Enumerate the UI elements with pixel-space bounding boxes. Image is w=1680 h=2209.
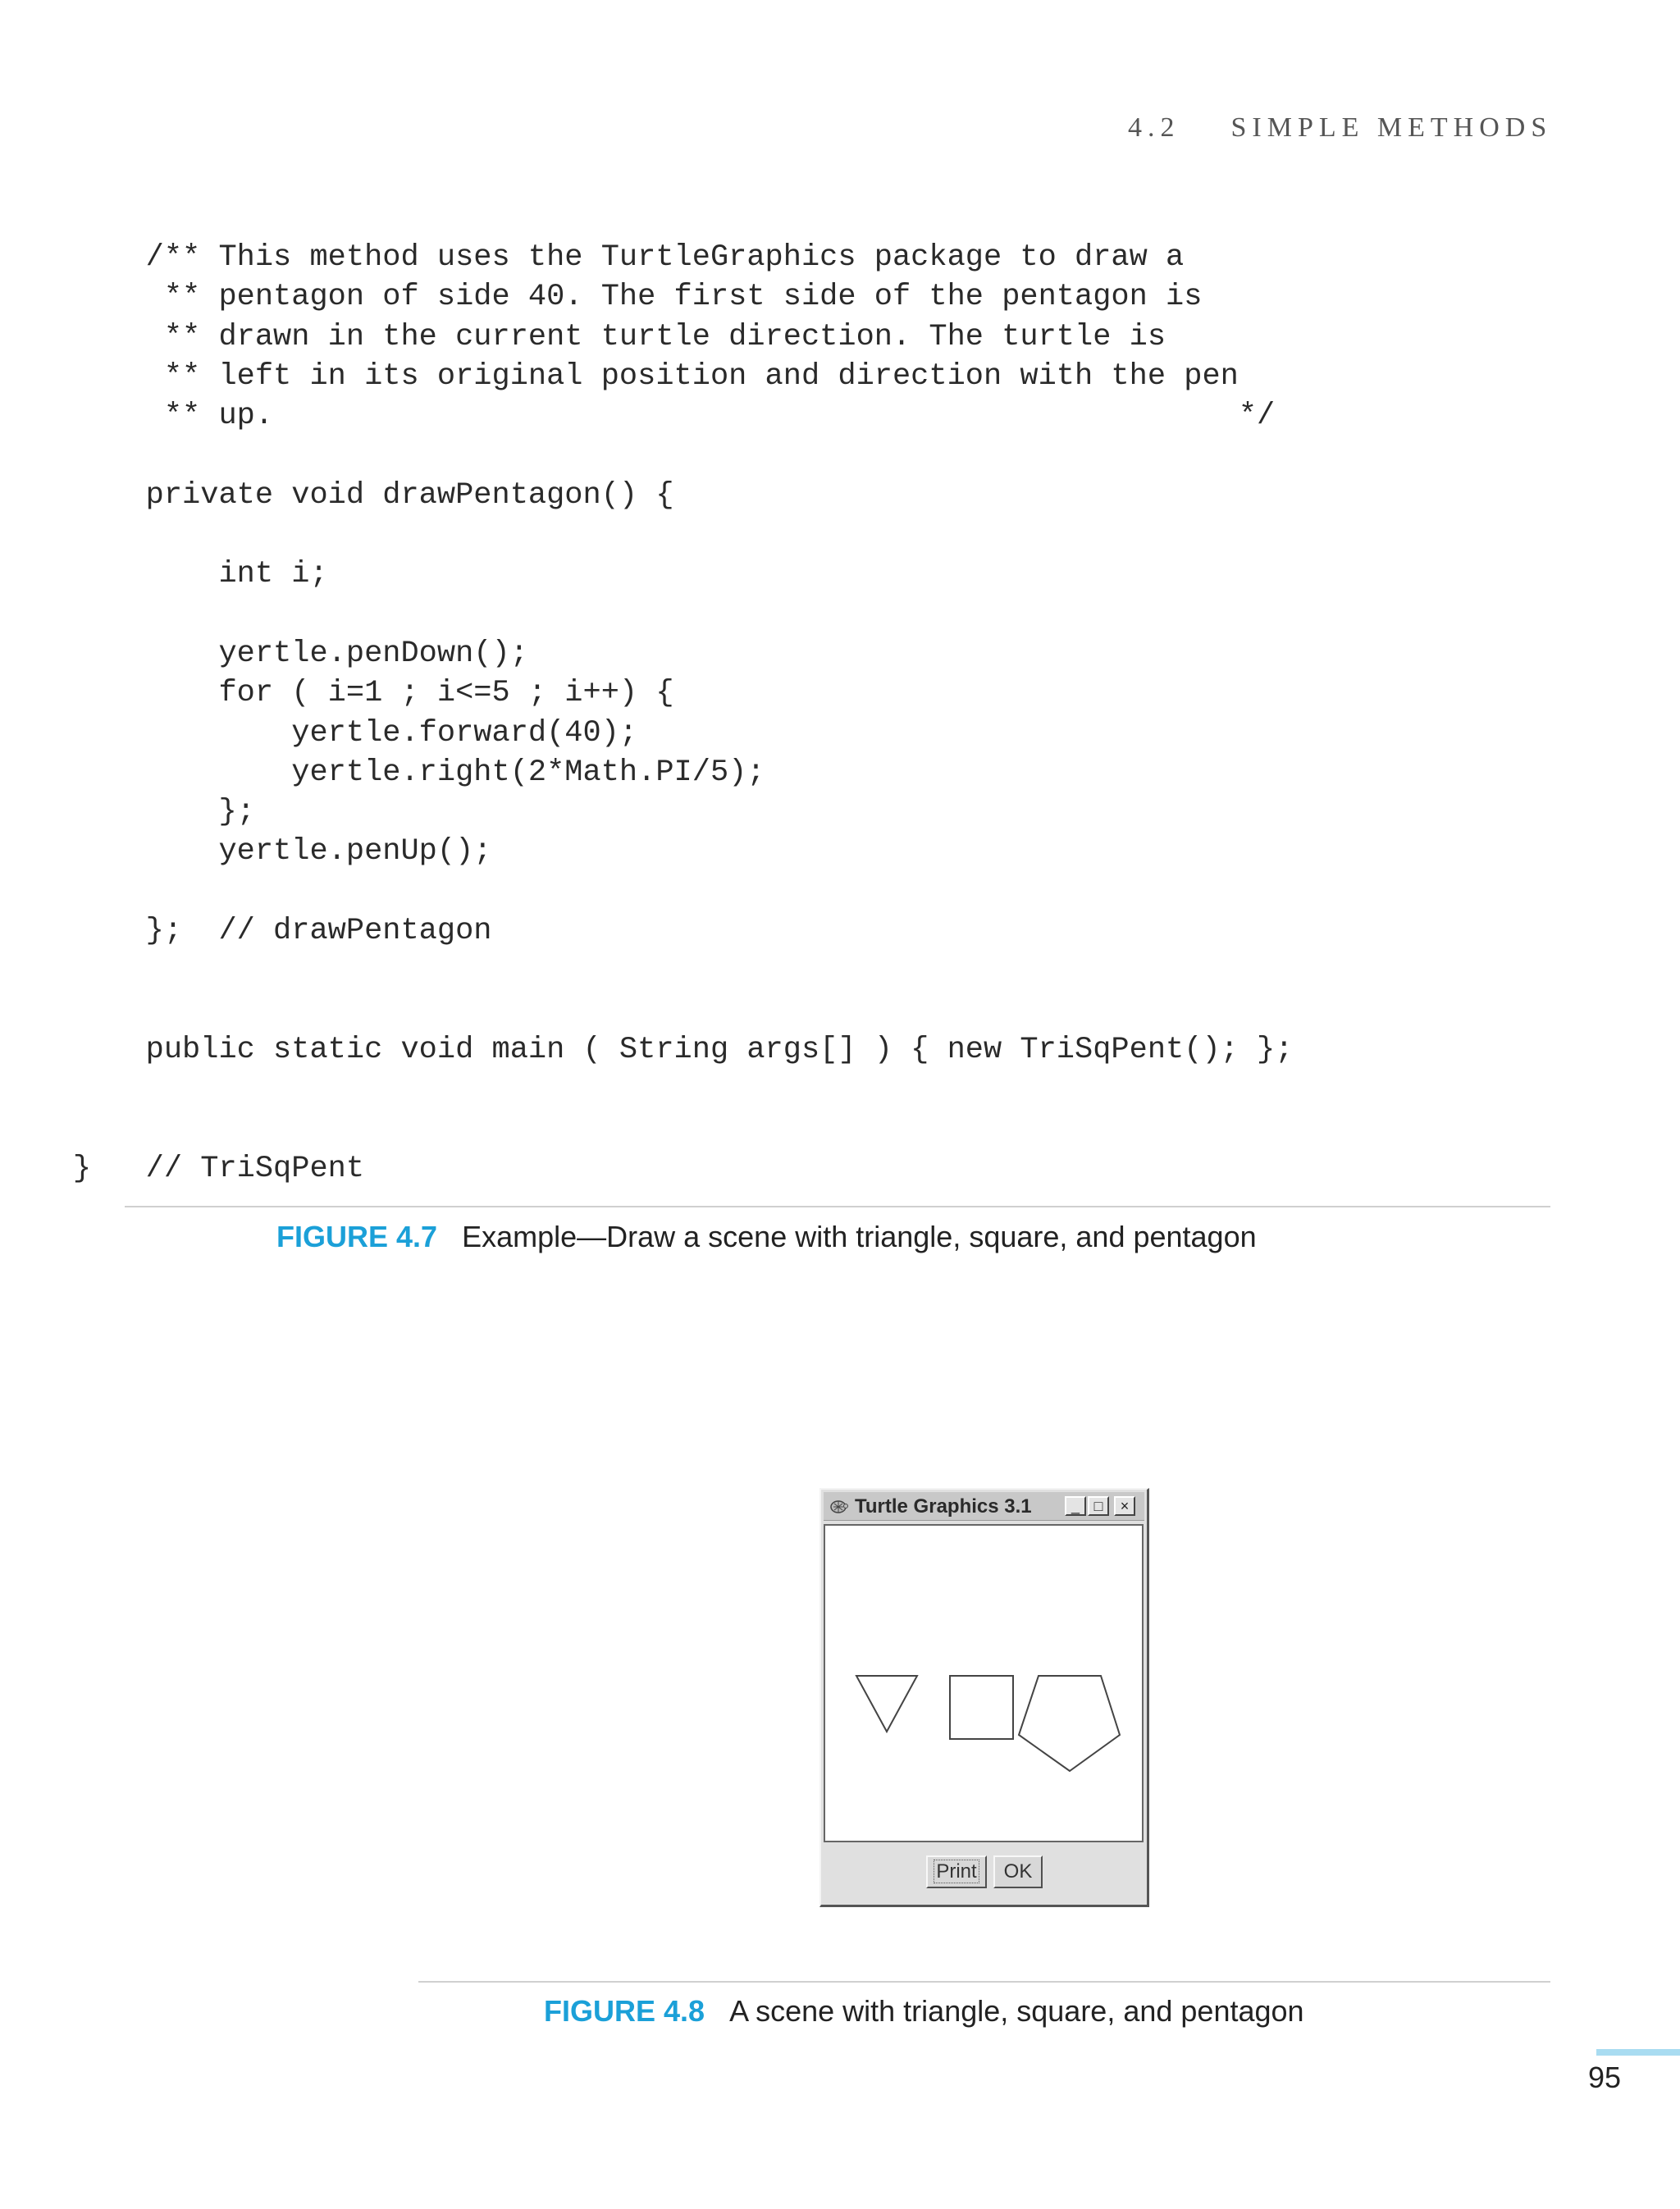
code-line [0, 436, 1293, 475]
code-line: ** pentagon of side 40. The first side of the pentagon is [0, 280, 1203, 315]
code-line: yertle.penUp(); [0, 834, 492, 869]
page-number-accent-bar [1596, 2049, 1680, 2056]
code-line [0, 872, 1293, 911]
turtle-app-icon [829, 1497, 848, 1515]
pentagon-shape [1019, 1676, 1120, 1771]
code-line: for ( i=1 ; i<=5 ; i++) { [0, 676, 674, 711]
code-line [0, 1070, 1293, 1109]
code-line [0, 1110, 1293, 1149]
code-line: ** left in its original position and direction with the pen [0, 358, 1239, 394]
code-line [0, 595, 1293, 634]
code-line: ** up. */ [0, 399, 1276, 434]
code-line: }; // drawPentagon [0, 914, 492, 949]
minimize-button[interactable]: _ [1065, 1496, 1086, 1516]
code-line: int i; [0, 557, 328, 592]
section-title: SIMPLE METHODS [1230, 112, 1553, 143]
print-button-label: Print [936, 1860, 977, 1883]
figure-4-8-label: FIGURE 4.8 [544, 1994, 705, 2028]
print-button[interactable] [926, 1855, 987, 1888]
code-line: }; [0, 795, 255, 830]
code-listing [0, 238, 1293, 1189]
code-line [0, 991, 1293, 1030]
figure-4-7-text: Example—Draw a scene with triangle, square, and pentagon [462, 1220, 1257, 1253]
triangle-shape [856, 1676, 917, 1732]
ok-button[interactable]: OK [993, 1855, 1043, 1888]
code-line: yertle.forward(40); [0, 715, 638, 751]
code-line [0, 951, 1293, 990]
figure-4-8-text: A scene with triangle, square, and pentagon [729, 1994, 1304, 2028]
figure-4-7-rule [125, 1206, 1550, 1207]
section-number: 4.2 [1128, 112, 1180, 143]
page-number: 95 [1588, 2061, 1622, 2094]
figure-4-7-label: FIGURE 4.7 [276, 1220, 438, 1253]
code-line: ** drawn in the current turtle direction. The turtle is [0, 319, 1166, 354]
drawing-canvas [824, 1524, 1144, 1842]
figure-4-7-caption [276, 1220, 1257, 1254]
window-titlebar[interactable] [824, 1492, 1144, 1521]
figure-4-8-caption [544, 1994, 1304, 2029]
close-button[interactable]: × [1114, 1496, 1135, 1516]
maximize-button[interactable]: □ [1088, 1496, 1109, 1516]
turtle-graphics-window [819, 1488, 1149, 1907]
square-shape [950, 1676, 1013, 1739]
running-head [1128, 112, 1552, 144]
code-line: } // TriSqPent [0, 1151, 365, 1186]
code-line: yertle.penDown(); [0, 636, 528, 671]
turtle-drawing [825, 1526, 1142, 1841]
code-line: yertle.right(2*Math.PI/5); [0, 755, 765, 790]
figure-4-8-rule [418, 1981, 1550, 1983]
code-line [0, 515, 1293, 555]
window-title: Turtle Graphics 3.1 [855, 1495, 1032, 1518]
code-line: /** This method uses the TurtleGraphics package to draw a [0, 240, 1185, 275]
code-line: private void drawPentagon() { [0, 477, 674, 513]
code-line: public static void main ( String args[] ) { new TriSqPent(); }; [0, 1032, 1294, 1067]
